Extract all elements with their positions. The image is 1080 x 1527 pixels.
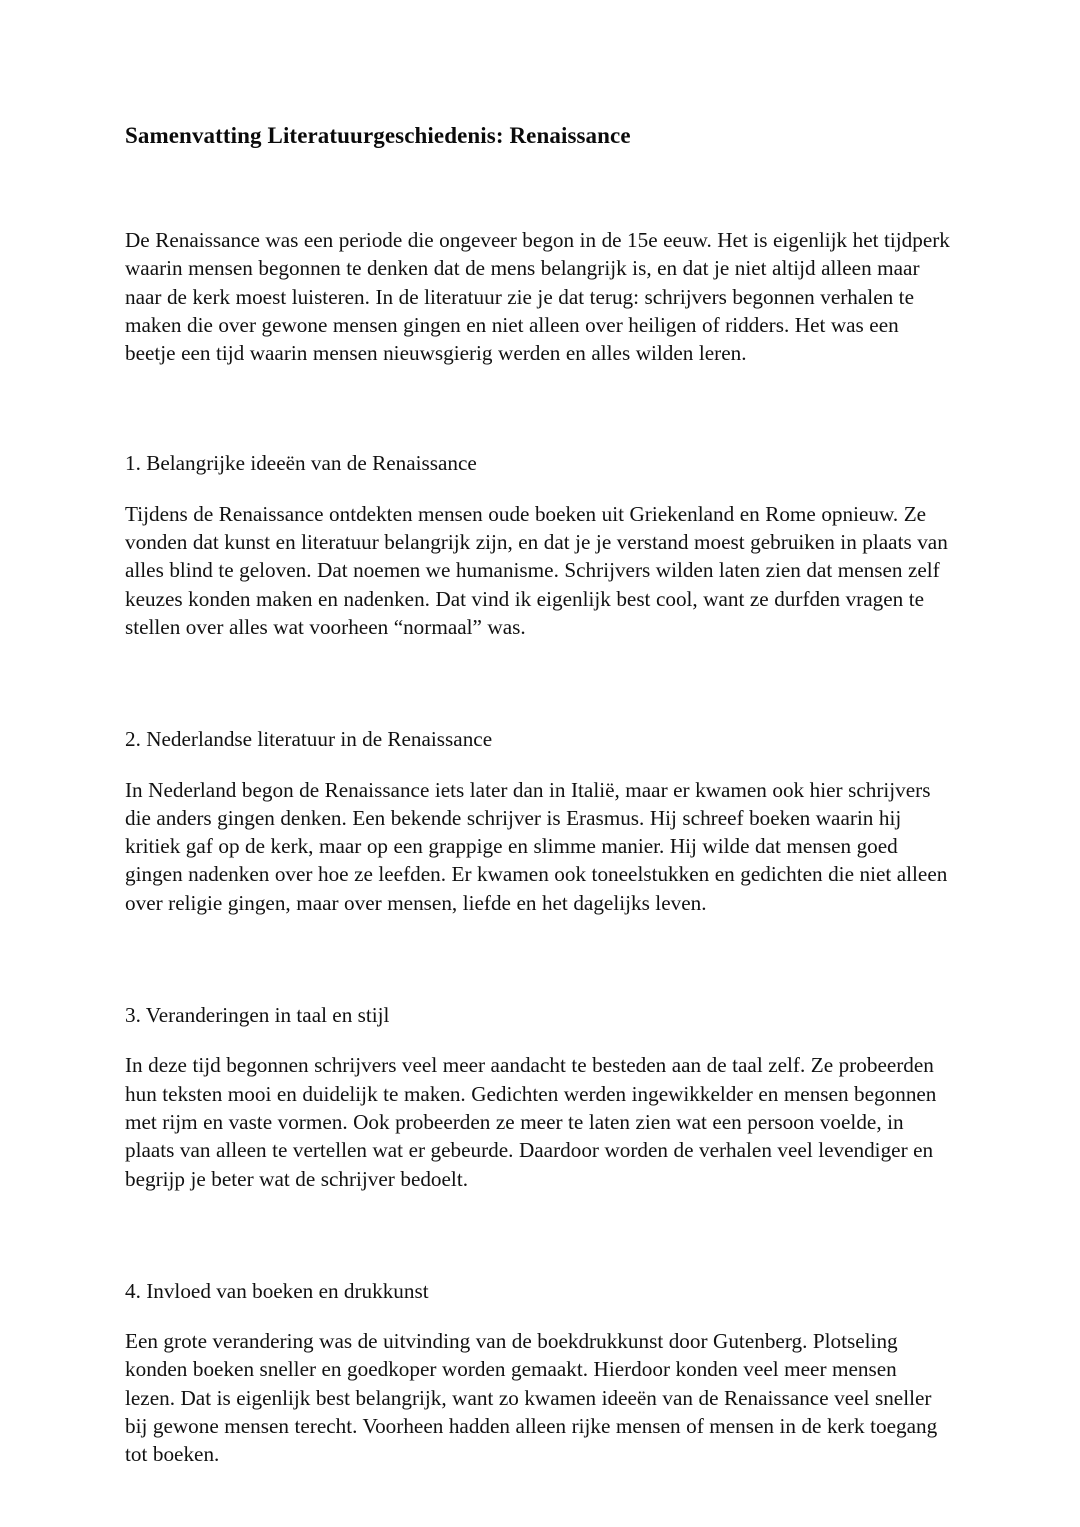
section-paragraph-1: Tijdens de Renaissance ontdekten mensen oude boeken uit Griekenland en Rome opnieuw. Ze vonden dat kunst en literatuur belangrijk zijn, en dat je je verstand moest gebruiken in plaats van alles blind te geloven. Dat noemen we humanisme. Schrijvers wilden laten zien dat mensen zelf keuzes konden maken en nadenken. Dat vind ik eigenlijk best cool, want ze durfden vragen te stellen over alles wat voorheen “normaal” was. [125,501,948,639]
section-paragraph-4: Een grote verandering was de uitvinding van de boekdrukkunst door Gutenberg. Plotseling konden boeken sneller en goedkoper worden gemaakt. Hierdoor konden veel meer mensen lezen. Dat is eigenlijk best belangrijk, want zo kwamen ideeën van de Renaissance veel sneller bij gewone mensen terecht. Voorheen hadden alleen rijke mensen of mensen in de kerk toegang tot boeken. [125,1329,938,1467]
page-title: Samenvatting Literatuurgeschiedenis: Renaissance [125,123,631,148]
section-heading-2: 2. Nederlandse literatuur in de Renaissance [125,727,493,752]
section-3 [125,1001,951,1193]
section-heading-1: 1. Belangrijke ideeën van de Renaissance [125,451,477,476]
section-2 [125,725,951,917]
section-heading-3: 3. Veranderingen in taal en stijl [125,1003,390,1028]
section-1 [125,449,951,641]
intro-paragraph: De Renaissance was een periode die ongeveer begon in de 15e eeuw. Het is eigenlijk het tijdperk waarin mensen begonnen te denken dat de mens belangrijk is, en dat je niet altijd alleen maar naar de kerk moest luisteren. In de literatuur zie je dat terug: schrijvers begonnen verhalen te maken die over gewone mensen gingen en niet alleen over heiligen of ridders. Het was een beetje een tijd waarin mensen nieuwsgierig werden en alles wilden leren. [125,228,950,366]
section-4 [125,1277,951,1469]
section-paragraph-2: In Nederland begon de Renaissance iets later dan in Italië, maar er kwamen ook hier schrijvers die anders gingen denken. Een bekende schrijver is Erasmus. Hij schreef boeken waarin hij kritiek gaf op de kerk, maar op een grappige en slimme manier. Hij wilde dat mensen goed gingen nadenken over hoe ze leefden. Er kwamen ook toneelstukken en gedichten die niet alleen over religie gingen, maar over mensen, liefde en het dagelijks leven. [125,777,948,915]
intro-paragraph-block [125,226,951,367]
section-heading-4: 4. Invloed van boeken en drukkunst [125,1278,429,1303]
section-paragraph-3: In deze tijd begonnen schrijvers veel meer aandacht te besteden aan de taal zelf. Ze probeerden hun teksten mooi en duidelijk te maken. Gedichten werden ingewikkelder en mensen begonnen met rijm en vaste vormen. Ook probeerden ze meer te laten zien wat een persoon voelde, in plaats van alleen te vertellen wat er gebeurde. Daardoor worden de verhalen veel levendiger en begrijp je beter wat de schrijver bedoelt. [125,1053,937,1191]
document-content [125,122,951,1469]
